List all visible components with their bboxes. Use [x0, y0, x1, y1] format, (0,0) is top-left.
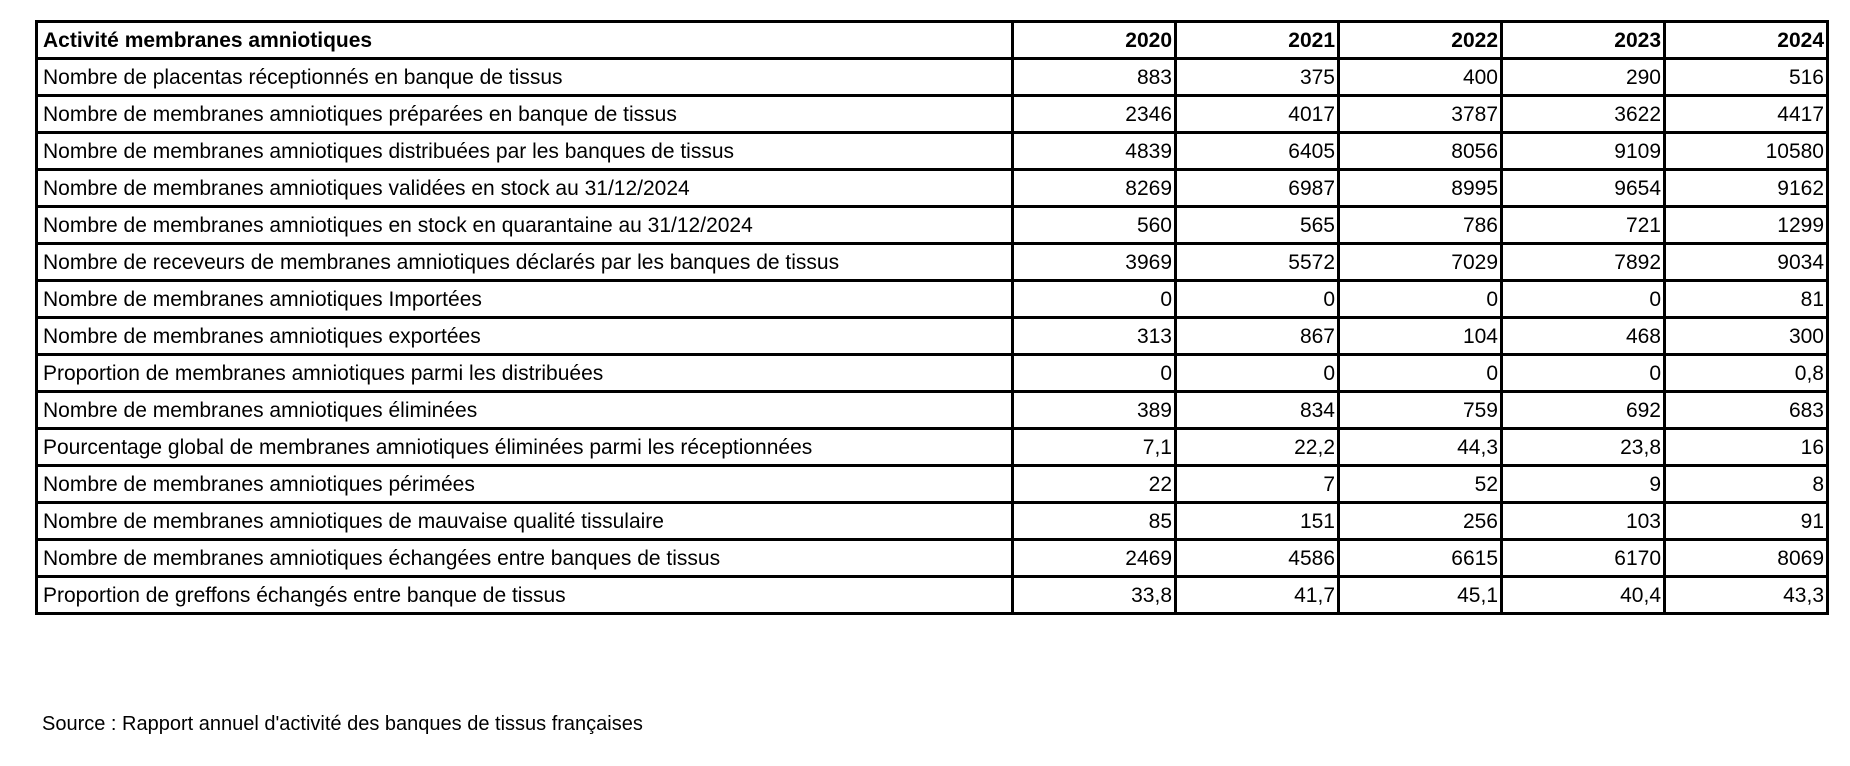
value-cell-2022: 759: [1339, 392, 1502, 429]
row-label-cell: Proportion de membranes amniotiques parmi les distribuées: [37, 355, 1013, 392]
value-cell-2024: 81: [1665, 281, 1828, 318]
value-cell-2022: 7029: [1339, 244, 1502, 281]
value-cell-2021: 565: [1176, 207, 1339, 244]
table-row: [37, 577, 1828, 614]
value-cell-2020: 4839: [1013, 133, 1176, 170]
value-cell-2022: 44,3: [1339, 429, 1502, 466]
row-label-cell: Nombre de membranes amniotiques échangées entre banques de tissus: [37, 540, 1013, 577]
value-cell-2022: 6615: [1339, 540, 1502, 577]
row-label-cell: Nombre de membranes amniotiques Importées: [37, 281, 1013, 318]
value-cell-2023: 7892: [1502, 244, 1665, 281]
value-cell-2021: 5572: [1176, 244, 1339, 281]
value-cell-2023: 290: [1502, 59, 1665, 96]
header-year-2020: 2020: [1013, 22, 1176, 59]
value-cell-2022: 3787: [1339, 96, 1502, 133]
value-cell-2021: 4586: [1176, 540, 1339, 577]
value-cell-2021: 151: [1176, 503, 1339, 540]
table-row: [37, 318, 1828, 355]
table-row: [37, 429, 1828, 466]
value-cell-2021: 867: [1176, 318, 1339, 355]
table-row: [37, 96, 1828, 133]
value-cell-2021: 0: [1176, 281, 1339, 318]
table-row: [37, 170, 1828, 207]
value-cell-2024: 516: [1665, 59, 1828, 96]
value-cell-2023: 103: [1502, 503, 1665, 540]
value-cell-2024: 300: [1665, 318, 1828, 355]
value-cell-2020: 33,8: [1013, 577, 1176, 614]
header-year-2021: 2021: [1176, 22, 1339, 59]
value-cell-2023: 0: [1502, 281, 1665, 318]
row-label-cell: Nombre de membranes amniotiques exportées: [37, 318, 1013, 355]
value-cell-2022: 400: [1339, 59, 1502, 96]
table-row: [37, 59, 1828, 96]
row-label-cell: Nombre de membranes amniotiques distribuées par les banques de tissus: [37, 133, 1013, 170]
value-cell-2024: 9162: [1665, 170, 1828, 207]
value-cell-2021: 834: [1176, 392, 1339, 429]
value-cell-2023: 0: [1502, 355, 1665, 392]
row-label-cell: Proportion de greffons échangés entre banque de tissus: [37, 577, 1013, 614]
value-cell-2022: 104: [1339, 318, 1502, 355]
header-row: [37, 22, 1828, 59]
table-row: [37, 392, 1828, 429]
table-body: [37, 59, 1828, 614]
value-cell-2024: 10580: [1665, 133, 1828, 170]
value-cell-2024: 9034: [1665, 244, 1828, 281]
row-label-cell: Nombre de membranes amniotiques périmées: [37, 466, 1013, 503]
value-cell-2023: 23,8: [1502, 429, 1665, 466]
value-cell-2021: 7: [1176, 466, 1339, 503]
value-cell-2024: 16: [1665, 429, 1828, 466]
value-cell-2024: 43,3: [1665, 577, 1828, 614]
row-label-cell: Nombre de membranes amniotiques éliminées: [37, 392, 1013, 429]
value-cell-2023: 9654: [1502, 170, 1665, 207]
value-cell-2022: 256: [1339, 503, 1502, 540]
row-label-cell: Nombre de membranes amniotiques préparées en banque de tissus: [37, 96, 1013, 133]
row-label-cell: Nombre de placentas réceptionnés en banque de tissus: [37, 59, 1013, 96]
value-cell-2020: 560: [1013, 207, 1176, 244]
value-cell-2020: 3969: [1013, 244, 1176, 281]
value-cell-2021: 6987: [1176, 170, 1339, 207]
value-cell-2022: 52: [1339, 466, 1502, 503]
value-cell-2023: 3622: [1502, 96, 1665, 133]
value-cell-2023: 721: [1502, 207, 1665, 244]
table-row: [37, 466, 1828, 503]
value-cell-2022: 8995: [1339, 170, 1502, 207]
value-cell-2021: 4017: [1176, 96, 1339, 133]
value-cell-2024: 1299: [1665, 207, 1828, 244]
header-year-2024: 2024: [1665, 22, 1828, 59]
value-cell-2020: 8269: [1013, 170, 1176, 207]
value-cell-2021: 0: [1176, 355, 1339, 392]
header-label-cell: Activité membranes amniotiques: [37, 22, 1013, 59]
row-label-cell: Nombre de receveurs de membranes amniotiques déclarés par les banques de tissus: [37, 244, 1013, 281]
table-row: [37, 244, 1828, 281]
value-cell-2023: 40,4: [1502, 577, 1665, 614]
table-row: [37, 355, 1828, 392]
value-cell-2020: 2469: [1013, 540, 1176, 577]
value-cell-2024: 8: [1665, 466, 1828, 503]
source-note: Source : Rapport annuel d'activité des banques de tissus françaises: [42, 713, 643, 735]
row-label-cell: Nombre de membranes amniotiques en stock en quarantaine au 31/12/2024: [37, 207, 1013, 244]
value-cell-2021: 375: [1176, 59, 1339, 96]
value-cell-2023: 692: [1502, 392, 1665, 429]
table-row: [37, 133, 1828, 170]
value-cell-2024: 4417: [1665, 96, 1828, 133]
table-row: [37, 207, 1828, 244]
value-cell-2020: 883: [1013, 59, 1176, 96]
header-year-2022: 2022: [1339, 22, 1502, 59]
value-cell-2022: 8056: [1339, 133, 1502, 170]
value-cell-2023: 468: [1502, 318, 1665, 355]
value-cell-2020: 7,1: [1013, 429, 1176, 466]
value-cell-2022: 0: [1339, 281, 1502, 318]
table-row: [37, 503, 1828, 540]
table-header: [37, 22, 1828, 59]
value-cell-2021: 6405: [1176, 133, 1339, 170]
row-label-cell: Pourcentage global de membranes amniotiques éliminées parmi les réceptionnées: [37, 429, 1013, 466]
value-cell-2023: 6170: [1502, 540, 1665, 577]
value-cell-2023: 9: [1502, 466, 1665, 503]
value-cell-2022: 45,1: [1339, 577, 1502, 614]
table-row: [37, 281, 1828, 318]
table-row: [37, 540, 1828, 577]
value-cell-2021: 22,2: [1176, 429, 1339, 466]
value-cell-2020: 2346: [1013, 96, 1176, 133]
value-cell-2020: 0: [1013, 281, 1176, 318]
value-cell-2024: 0,8: [1665, 355, 1828, 392]
value-cell-2020: 313: [1013, 318, 1176, 355]
value-cell-2022: 0: [1339, 355, 1502, 392]
value-cell-2020: 22: [1013, 466, 1176, 503]
value-cell-2024: 683: [1665, 392, 1828, 429]
row-label-cell: Nombre de membranes amniotiques validées en stock au 31/12/2024: [37, 170, 1013, 207]
value-cell-2020: 0: [1013, 355, 1176, 392]
value-cell-2020: 389: [1013, 392, 1176, 429]
value-cell-2024: 91: [1665, 503, 1828, 540]
value-cell-2022: 786: [1339, 207, 1502, 244]
activity-table: [35, 20, 1829, 615]
value-cell-2023: 9109: [1502, 133, 1665, 170]
value-cell-2021: 41,7: [1176, 577, 1339, 614]
header-year-2023: 2023: [1502, 22, 1665, 59]
row-label-cell: Nombre de membranes amniotiques de mauvaise qualité tissulaire: [37, 503, 1013, 540]
value-cell-2024: 8069: [1665, 540, 1828, 577]
value-cell-2020: 85: [1013, 503, 1176, 540]
